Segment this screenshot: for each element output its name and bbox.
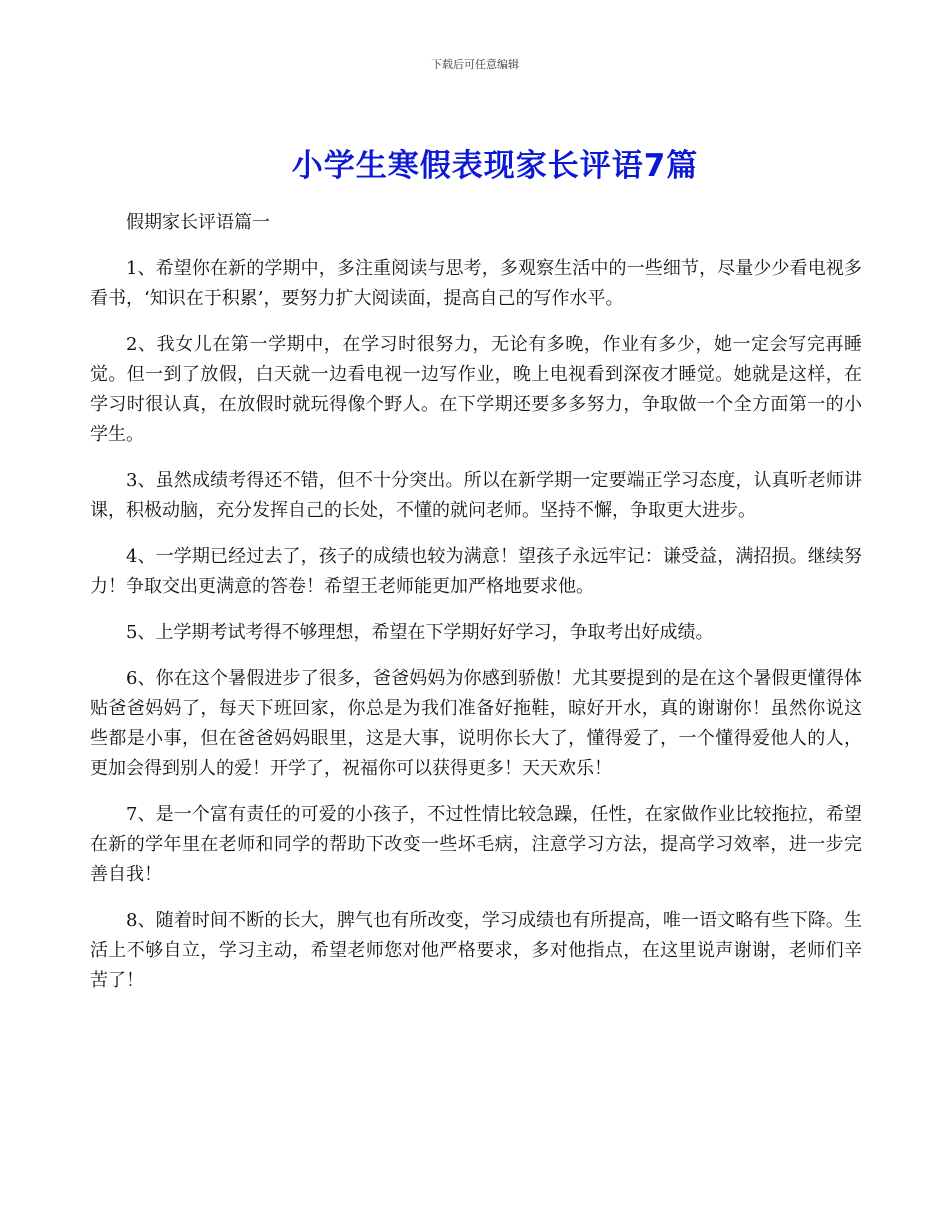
- paragraph-6: 6、你在这个暑假进步了很多，爸爸妈妈为你感到骄傲！尤其要提到的是在这个暑假更懂得体贴爸爸妈妈了，每天下班回家，你总是为我们准备好拖鞋，晾好开水，真的谢谢你！虽然你说这些都是小事，但在爸爸妈妈眼里，这是大事，说明你长大了，懂得爱了，一个懂得爱他人的人，更加会得到别人的爱！开学了，祝福你可以获得更多！天天欢乐！: [90, 668, 862, 779]
- paragraph-2: 2、我女儿在第一学期中，在学习时很努力，无论有多晚，作业有多少，她一定会写完再睡觉。但一到了放假，白天就一边看电视一边写作业，晚上电视看到深夜才睡觉。她就是这样，在学习时很认真，在放假时就玩得像个野人。在下学期还要多多努力，争取做一个全方面第一的小学生。: [90, 334, 862, 445]
- document-title: 小学生寒假表现家长评语7篇: [291, 148, 699, 184]
- paragraph-4: 4、一学期已经过去了，孩子的成绩也较为满意！望孩子永远牢记：谦受益，满招损。继续努力！争取交出更满意的答卷！希望王老师能更加严格地要求他。: [90, 546, 862, 597]
- paragraph-7: 7、是一个富有责任的可爱的小孩子，不过性情比较急躁，任性，在家做作业比较拖拉，希望在新的学年里在老师和同学的帮助下改变一些坏毛病，注意学习方法，提高学习效率，进一步完善自我！: [90, 804, 862, 885]
- paragraph-5: 5、上学期考试考得不够理想，希望在下学期好好学习，争取考出好成绩。: [126, 622, 714, 643]
- document-body: [90, 208, 862, 1012]
- section-heading: 假期家长评语篇一: [126, 212, 270, 233]
- header-note: 下载后可任意编辑: [431, 58, 519, 71]
- paragraph-8: 8、随着时间不断的长大，脾气也有所改变，学习成绩也有所提高，唯一语文略有些下降。生活上不够自立，学习主动，希望老师您对他严格要求，多对他指点，在这里说声谢谢，老师们辛苦了！: [90, 910, 862, 991]
- paragraph-1: 1、希望你在新的学期中，多注重阅读与思考，多观察生活中的一些细节，尽量少少看电视多看书，‘知识在于积累’，要努力扩大阅读面，提高自己的写作水平。: [90, 258, 862, 309]
- paragraph-3: 3、虽然成绩考得还不错，但不十分突出。所以在新学期一定要端正学习态度，认真听老师讲课，积极动脑，充分发挥自己的长处，不懂的就问老师。坚持不懈，争取更大进步。: [90, 470, 862, 521]
